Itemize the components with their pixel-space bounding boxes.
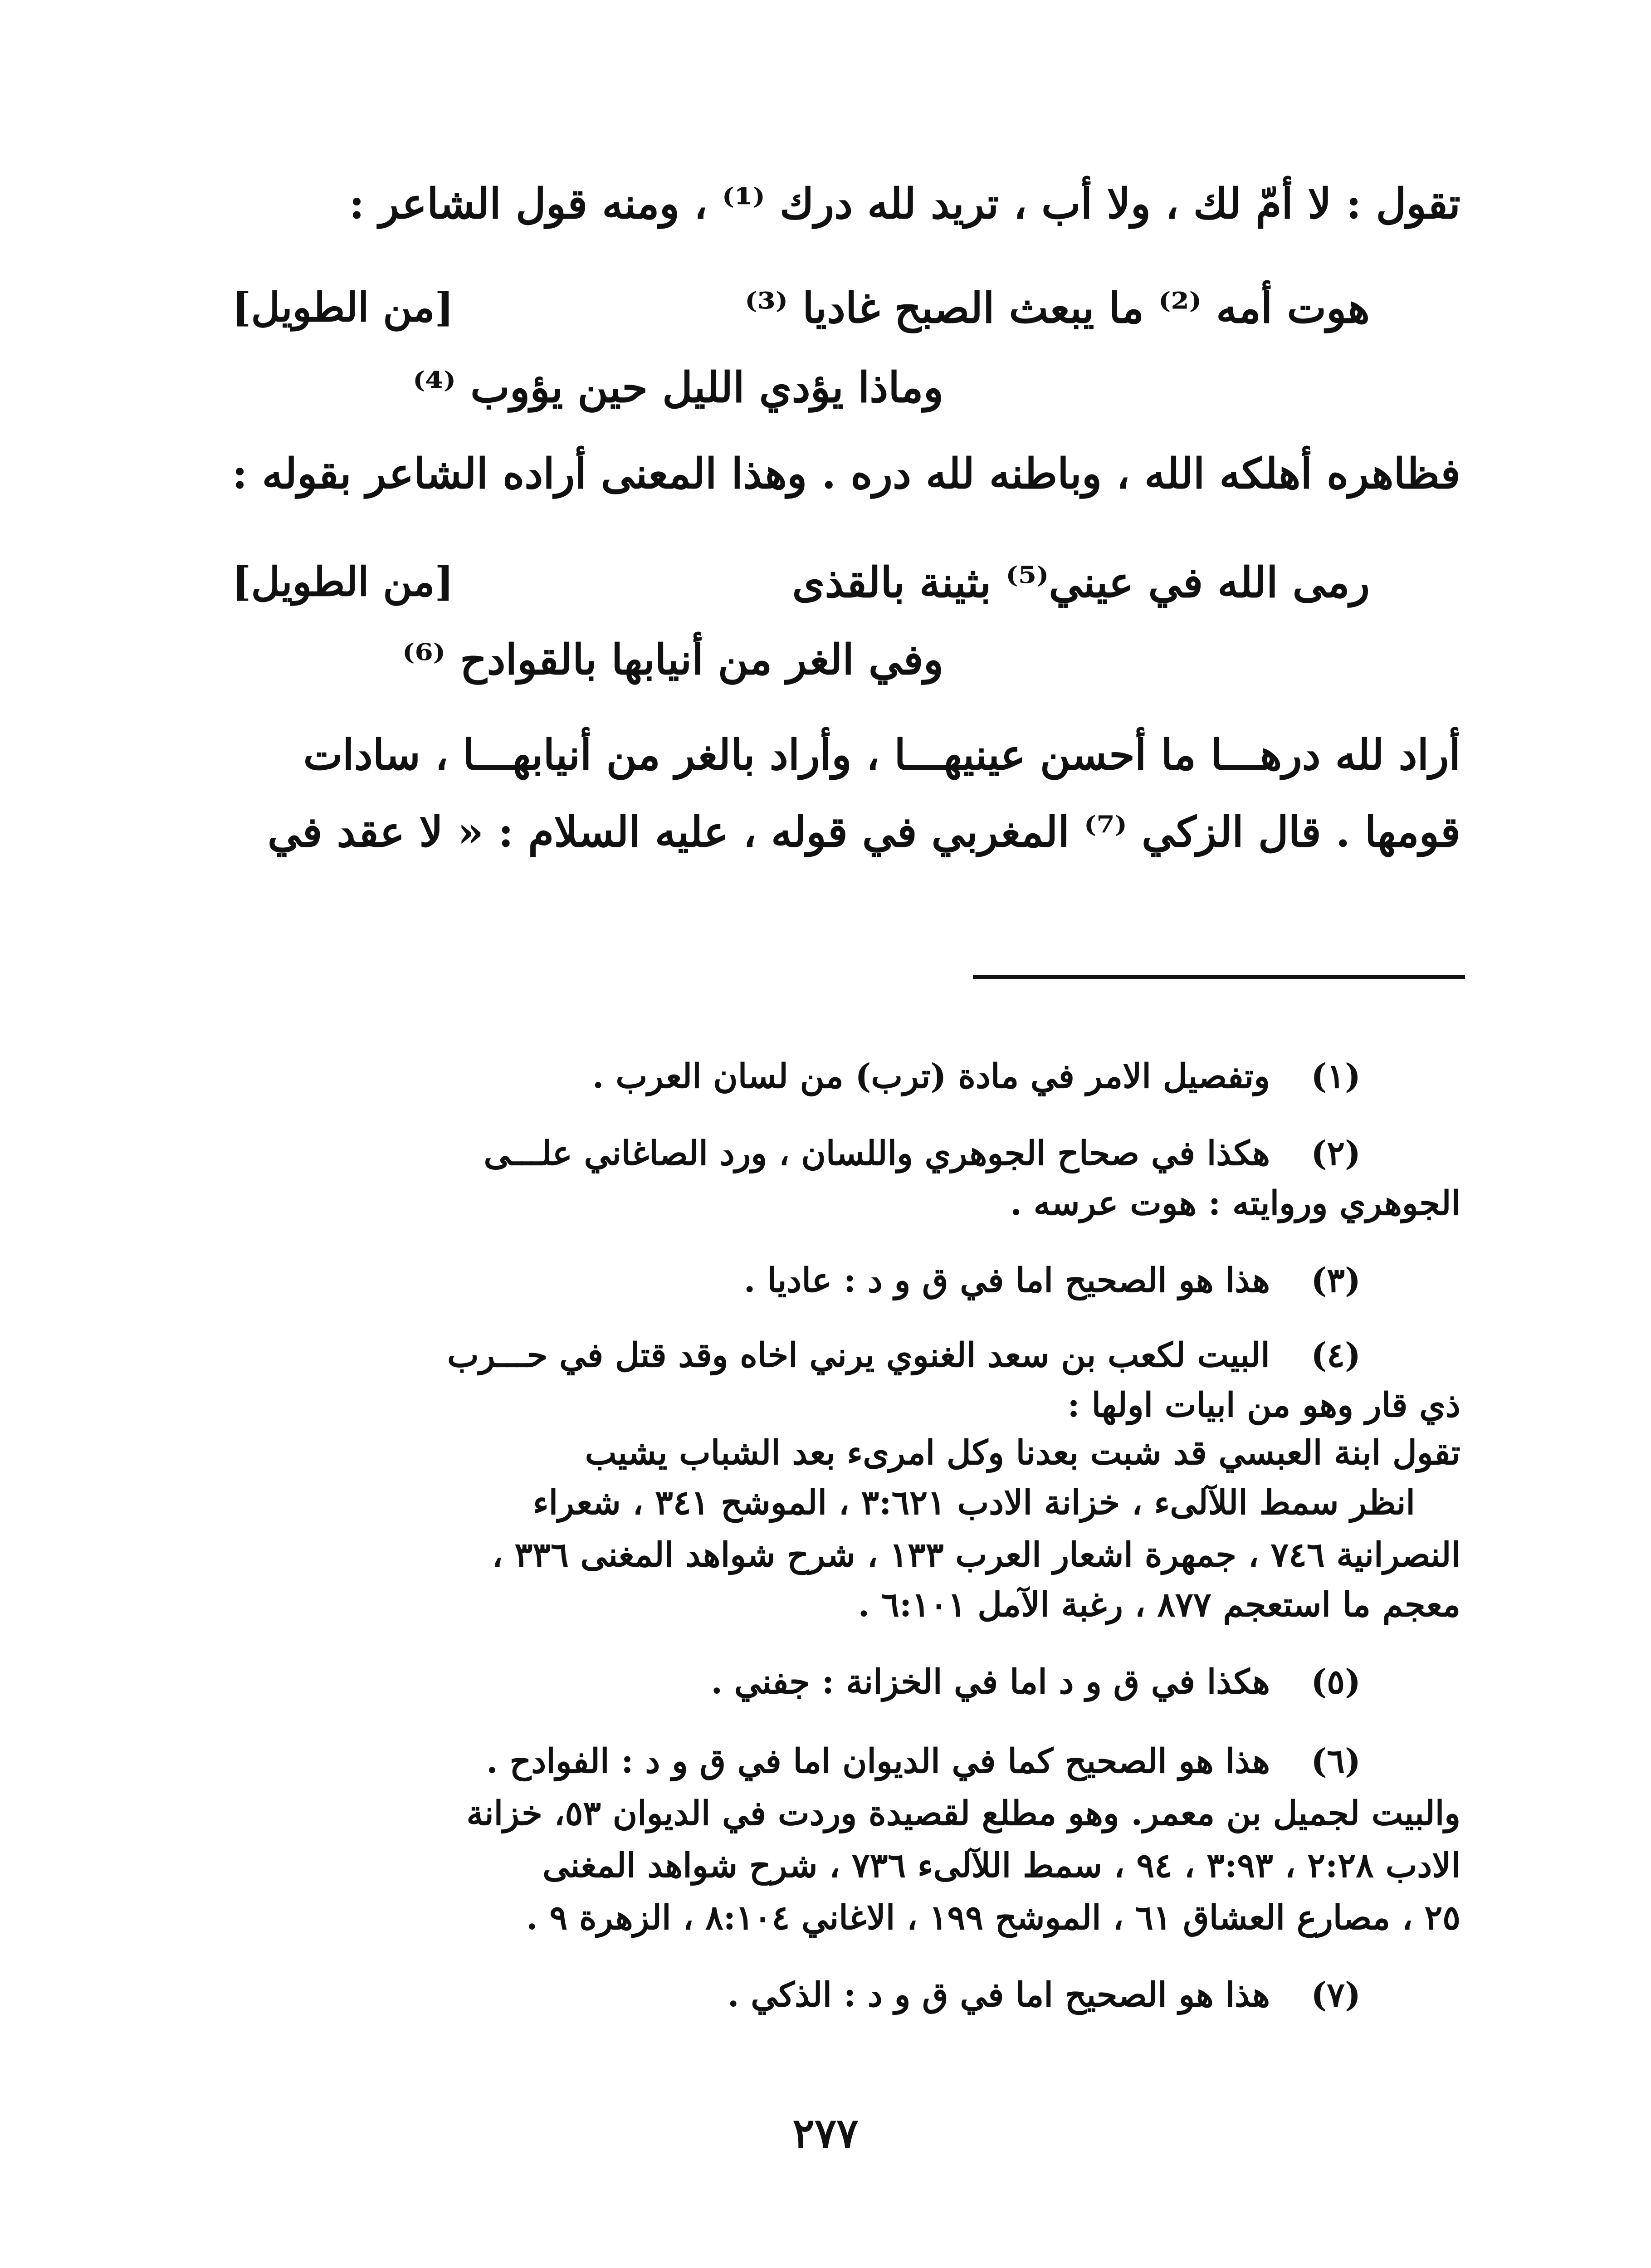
footnote-2-line-1: هكذا في صحاح الجوهري واللسان ، ورد الصاغاني علـــى	[484, 1134, 1270, 1173]
footnote-3-number: (٣)	[1311, 1261, 1361, 1300]
footnote-1-line-1: وتفصيل الامر في مادة (ترب) من لسان العرب .	[592, 1057, 1270, 1096]
footnote-2-line-2: الجوهري وروايته : هوت عرسه .	[1010, 1184, 1460, 1223]
verse-2-meter: [من الطويل]	[232, 558, 454, 605]
verse-2-hemistich-2: وفي الغر من أنيابها بالقوادح ⁽⁶⁾	[402, 635, 943, 684]
footnote-6-line-1: هذا هو الصحيح كما في الديوان اما في ق و د : الفوادح .	[486, 1742, 1270, 1781]
footnote-4-line-4: انظر سمط اللآلىء ، خزانة الادب ٣:٦٢١ ، الموشح ٣٤١ ، شعراء	[532, 1483, 1415, 1522]
body-line-3: أراد لله درهـــا ما أحسن عينيهـــا ، وأراد بالغر من أنيابهـــا ، سادات	[303, 730, 1460, 779]
footnote-5-number: (٥)	[1311, 1662, 1361, 1701]
footnote-7-number: (٧)	[1311, 1975, 1361, 2014]
footnote-4-line-2: ذي قار وهو من ابيات اولها :	[1067, 1386, 1460, 1425]
verse-1-hemistich-2: وماذا يؤدي الليل حين يؤوب ⁽⁴⁾	[413, 363, 943, 412]
footnote-4-number: (٤)	[1311, 1336, 1361, 1375]
footnote-5-line-1: هكذا في ق و د اما في الخزانة : جفني .	[711, 1662, 1270, 1701]
footnote-4-line-6: معجم ما استعجم ٨٧٧ ، رغبة الآمل ٦:١٠١ .	[858, 1585, 1460, 1624]
footnote-6-line-2: والبيت لجميل بن معمر. وهو مطلع لقصيدة وردت في الديوان ٥٣، خزانة	[466, 1794, 1460, 1833]
verse-1-hemistich-1: هوت أمه ⁽²⁾ ما يبعث الصبح غاديا ⁽³⁾	[745, 284, 1370, 332]
footnote-4-line-3: تقول ابنة العبسي قد شبت بعدنا وكل امرىء بعد الشباب يشيب	[585, 1433, 1460, 1472]
footnote-4-line-5: النصرانية ٧٤٦ ، جمهرة اشعار العرب ١٣٣ ، شرح شواهد المغنى ٣٣٦ ،	[492, 1535, 1460, 1574]
body-line-1: تقول : لا أمّ لك ، ولا أب ، تريد لله درك ⁽¹⁾ ، ومنه قول الشاعر :	[349, 179, 1460, 228]
verse-1-meter: [من الطويل]	[232, 284, 454, 331]
page-number: ٢٧٧	[792, 2109, 859, 2157]
footnote-1-number: (١)	[1311, 1057, 1361, 1096]
footnote-3-line-1: هذا هو الصحيح اما في ق و د : عاديا .	[743, 1261, 1270, 1300]
footnote-7-line-1: هذا هو الصحيح اما في ق و د : الذكي .	[727, 1975, 1270, 2014]
footnote-4-line-1: البيت لكعب بن سعد الغنوي يرني اخاه وقد قتل في حـــرب	[447, 1336, 1270, 1375]
footnote-2-number: (٢)	[1311, 1134, 1361, 1173]
footnote-separator	[973, 975, 1465, 979]
footnote-6-line-3: الادب ٢:٢٨ ، ٣:٩٣ ، ٩٤ ، سمط اللآلىء ٧٣٦ ، شرح شواهد المغنى	[542, 1846, 1460, 1885]
footnote-6-line-4: ٢٥ ، مصارع العشاق ٦١ ، الموشح ١٩٩ ، الاغاني ٨:١٠٤ ، الزهرة ٩ .	[526, 1898, 1460, 1937]
body-line-4: قومها . قال الزكي ⁽⁷⁾ المغربي في قوله ، عليه السلام : « لا عقد في	[267, 807, 1460, 856]
body-line-2: فظاهره أهلكه الله ، وباطنه لله دره . وهذا المعنى أراده الشاعر بقوله :	[232, 449, 1460, 498]
verse-2-hemistich-1: رمى الله في عيني⁽⁵⁾ بثينة بالقذى	[792, 558, 1370, 607]
footnote-6-number: (٦)	[1311, 1742, 1361, 1781]
